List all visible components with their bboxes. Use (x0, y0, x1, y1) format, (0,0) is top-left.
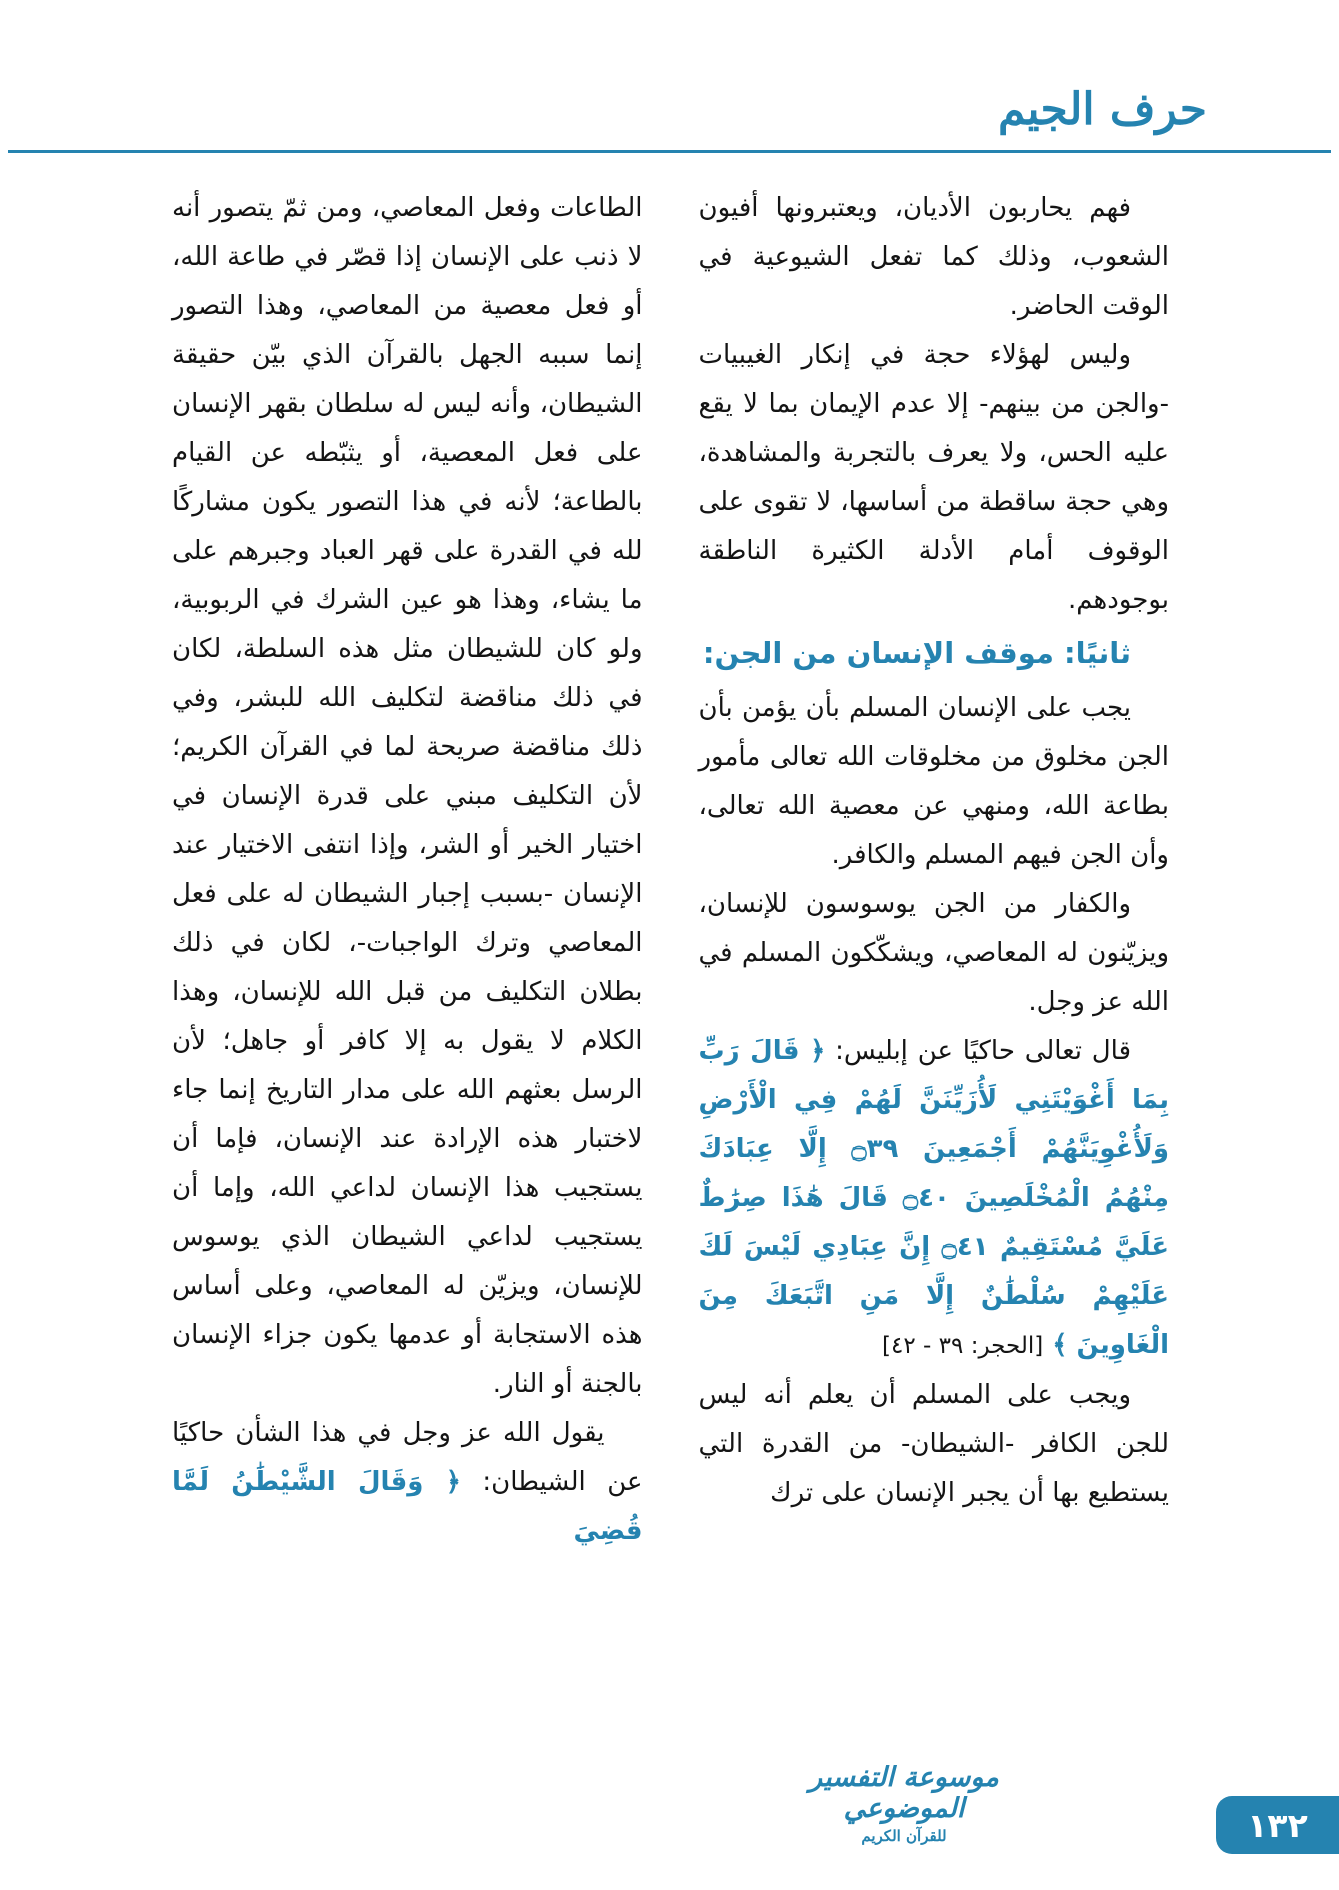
paragraph (699, 331, 1170, 625)
paragraph (699, 684, 1170, 880)
body-text: ويجب على المسلم أن يعلم أنه ليس للجن الكافر -الشيطان- من القدرة التي يستطيع بها أن يجبر الإنسان على ترك (698, 1380, 1169, 1508)
body-text: قال تعالى حاكيًا عن إبليس: (825, 1036, 1132, 1066)
page-number-badge (1216, 1796, 1339, 1854)
quran-verse: ﴿ قَالَ رَبِّ بِمَا أَغْوَيْتَنِي لَأُزَيِّنَنَّ لَهُمْ فِي الْأَرْضِ وَلَأُغْوِيَنَّهُمْ أَجْمَعِينَ ۝٣٩ إِلَّا عِبَادَكَ مِنْهُمُ الْمُخْلَصِينَ ۝٤٠ قَالَ هَٰذَا صِرَٰطٌ عَلَيَّ مُسْتَقِيمٌ ۝٤١ إِنَّ عِبَادِي لَيْسَ لَكَ عَلَيْهِمْ سُلْطَٰنٌ إِلَّا مَنِ اتَّبَعَكَ مِنَ الْغَاوِينَ ﴾ (698, 1036, 1169, 1360)
body-text: فهم يحاربون الأديان، ويعتبرونها أفيون الشعوب، وذلك كما تفعل الشيوعية في الوقت الحاضر. (698, 193, 1169, 321)
body-text: وليس لهؤلاء حجة في إنكار الغيبيات -والجن من بينهم- إلا عدم الإيمان بما لا يقع عليه الحس، ولا يعرف بالتجربة والمشاهدة، وهي حجة ساقطة من أساسها، لا تقوى على الوقوف أمام الأدلة الكثيرة الناطقة بوجودهم. (698, 340, 1169, 615)
paragraph (699, 880, 1170, 1027)
body-text: والكفار من الجن يوسوسون للإنسان، ويزيّنون له المعاصي، ويشكّكون المسلم في الله عز وجل. (698, 889, 1169, 1017)
paragraph (699, 184, 1170, 331)
quran-verse: ﴿ وَقَالَ الشَّيْطَٰنُ لَمَّا قُضِيَ (172, 1467, 643, 1546)
header-rule (8, 150, 1331, 153)
column-right (699, 184, 1170, 1556)
verse-reference: [الحجر: ٣٩ - ٤٢] (882, 1333, 1044, 1359)
chapter-title: حرف الجيم (998, 84, 1207, 135)
paragraph (699, 1371, 1170, 1518)
section-heading-text: ثانيًا: موقف الإنسان من الجن: (702, 636, 1131, 670)
text-columns (172, 184, 1169, 1556)
publisher-logo-title: موسوعة التفسير الموضوعي (809, 1762, 999, 1825)
page-number: ١٣٢ (1247, 1805, 1308, 1845)
paragraph (172, 184, 643, 1409)
body-text: يقول الله عز وجل في هذا الشأن حاكيًا عن الشيطان: (172, 1418, 643, 1497)
body-text: الطاعات وفعل المعاصي، ومن ثمّ يتصور أنه لا ذنب على الإنسان إذا قصّر في طاعة الله، أو فعل معصية من المعاصي، وهذا التصور إنما سببه الجهل بالقرآن الذي بيّن حقيقة الشيطان، وأنه ليس له سلطان بقهر الإنسان على فعل المعصية، أو يثبّطه عن القيام بالطاعة؛ لأنه في هذا التصور يكون مشاركًا لله في القدرة على قهر العباد وجبرهم على ما يشاء، وهذا هو عين الشرك في الربوبية، ولو كان للشيطان مثل هذه السلطة، لكان في ذلك مناقضة لتكليف الله للبشر، وفي ذلك مناقضة صريحة لما في القرآن الكريم؛ لأن التكليف مبني على قدرة الإنسان في اختيار الخير أو الشر، وإذا انتفى الاختيار عند الإنسان -بسبب إجبار الشيطان له على فعل المعاصي وترك الواجبات-، لكان في ذلك بطلان التكليف من قبل الله للإنسان، وهذا الكلام لا يقول به إلا كافر أو جاهل؛ لأن الرسل بعثهم الله على مدار التاريخ إنما جاء لاختبار هذه الإرادة عند الإنسان، فإما أن يستجيب هذا الإنسان لداعي الله، وإما أن يستجيب لداعي الشيطان الذي يوسوس للإنسان، ويزيّن له المعاصي، وعلى أساس هذه الاستجابة أو عدمها يكون جزاء الإنسان بالجنة أو النار. (172, 193, 643, 1399)
column-left (172, 184, 643, 1556)
body-text: يجب على الإنسان المسلم بأن يؤمن بأن الجن مخلوق من مخلوقات الله تعالى مأمور بطاعة الله، ومنهي عن معصية الله تعالى، وأن الجن فيهم المسلم والكافر. (698, 693, 1169, 870)
section-heading (699, 629, 1170, 680)
paragraph (172, 1409, 643, 1556)
publisher-logo (799, 1762, 1009, 1845)
paragraph (699, 1027, 1170, 1371)
publisher-logo-subtitle: للقرآن الكريم (861, 1827, 947, 1846)
